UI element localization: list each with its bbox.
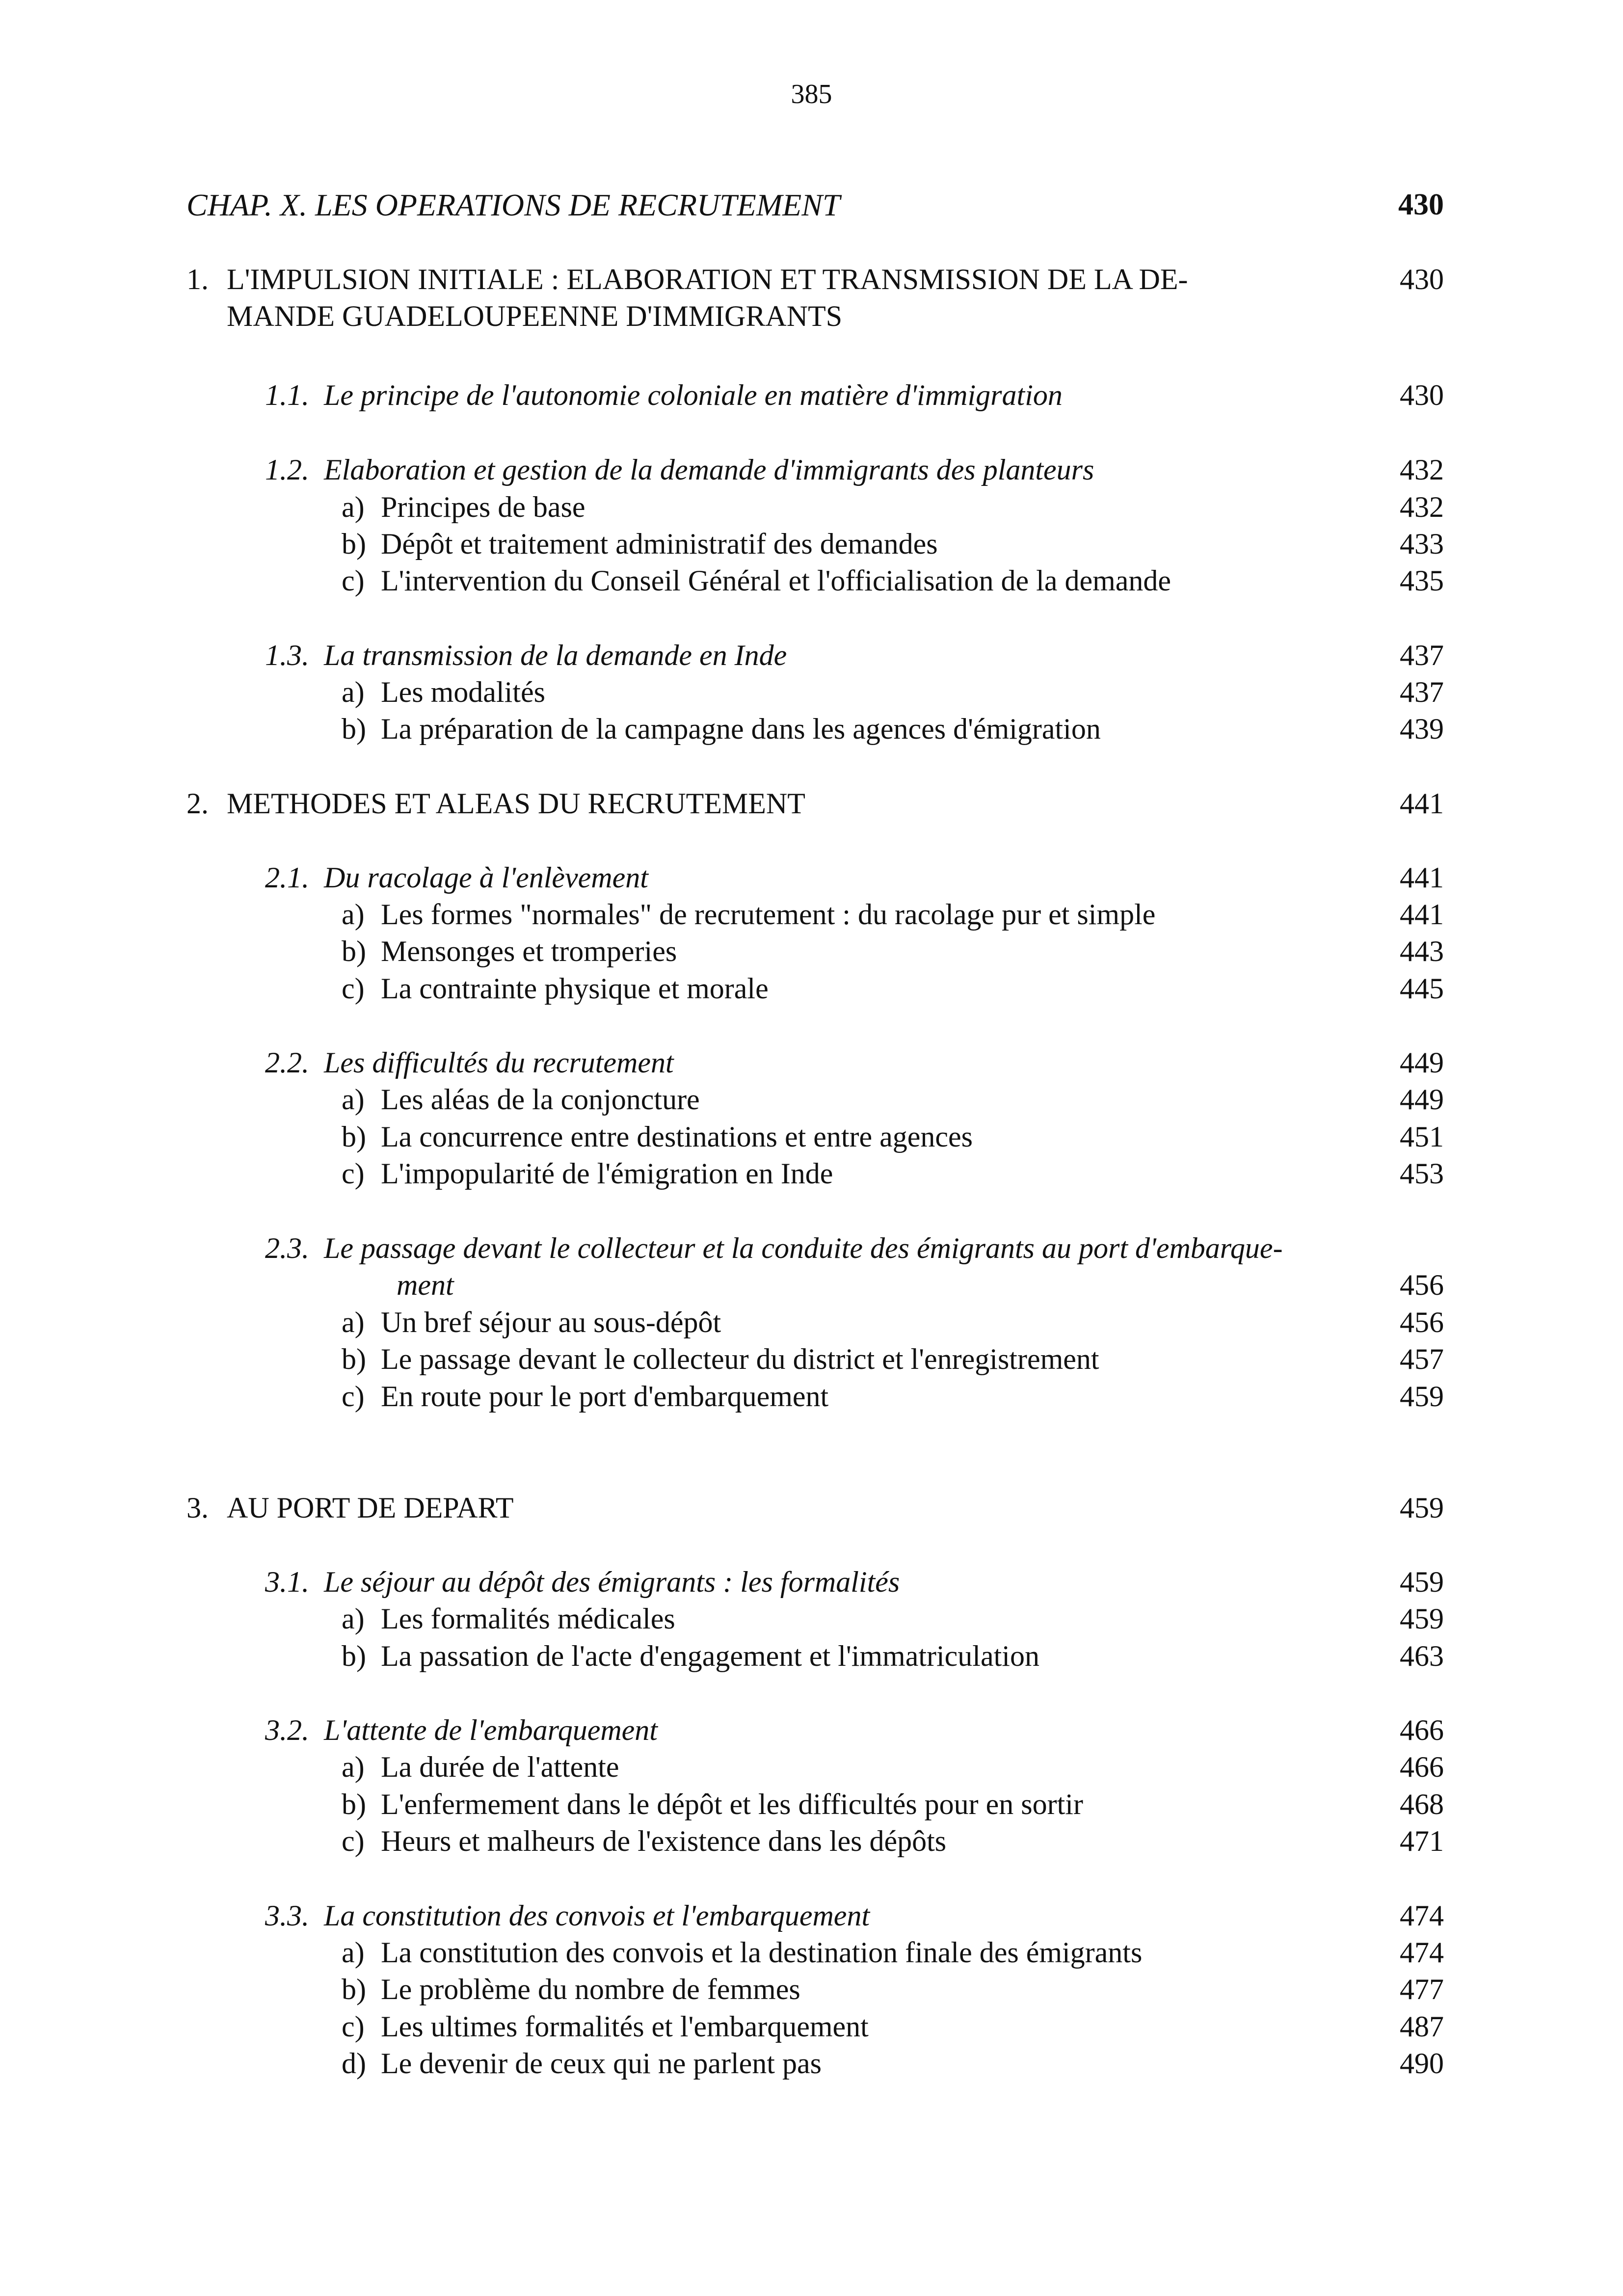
item-letter: b) — [342, 1973, 366, 2005]
item-letter: a) — [342, 1083, 365, 1116]
item-page: 463 — [1400, 1640, 1444, 1672]
subsection-title: La transmission de la demande en Inde — [324, 639, 787, 671]
subsection-number: 2.1. — [265, 861, 309, 894]
section-number: 2. — [186, 787, 209, 820]
item-title: Un bref séjour au sous-dépôt — [381, 1306, 721, 1338]
item-letter: c) — [342, 972, 365, 1005]
subsection-page: 466 — [1400, 1714, 1444, 1746]
subsection-number: 2.2. — [265, 1046, 309, 1079]
subsection-page: 456 — [1400, 1269, 1444, 1301]
item-page: 487 — [1400, 2010, 1444, 2043]
item-title: Les modalités — [381, 676, 545, 708]
item-page: 432 — [1400, 491, 1444, 523]
item-letter: c) — [342, 2010, 365, 2043]
subsection-number: 1.1. — [265, 379, 309, 411]
subsection-page: 432 — [1400, 454, 1444, 486]
item-letter: a) — [342, 1751, 365, 1783]
item-page: 443 — [1400, 935, 1444, 967]
item-letter: b) — [342, 1343, 366, 1375]
section-page: 459 — [1400, 1492, 1444, 1524]
item-page: 477 — [1400, 1973, 1444, 2005]
subsection-page: 441 — [1400, 861, 1444, 894]
item-title: Les formes "normales" de recrutement : du racolage pur et simple — [381, 898, 1156, 931]
item-letter: a) — [342, 1936, 365, 1969]
item-title: La passation de l'acte d'engagement et l'immatriculation — [381, 1640, 1039, 1672]
item-title: Mensonges et tromperies — [381, 935, 677, 967]
item-page: 466 — [1400, 1751, 1444, 1783]
subsection-number: 2.3. — [265, 1232, 309, 1264]
item-page: 435 — [1400, 564, 1444, 597]
item-page: 439 — [1400, 713, 1444, 745]
item-title: Heurs et malheurs de l'existence dans les dépôts — [381, 1825, 947, 1857]
item-title: La durée de l'attente — [381, 1751, 619, 1783]
subsection-number: 3.3. — [265, 1899, 309, 1932]
subsection-title: L'attente de l'embarquement — [324, 1714, 658, 1746]
chapter-page: 430 — [1398, 188, 1444, 221]
item-page: 456 — [1400, 1306, 1444, 1338]
item-letter: c) — [342, 1157, 365, 1190]
item-letter: c) — [342, 1825, 365, 1857]
subsection-title: Le passage devant le collecteur et la conduite des émigrants au port d'embarque- — [324, 1232, 1283, 1264]
subsection-number: 3.2. — [265, 1714, 309, 1746]
item-page: 433 — [1400, 528, 1444, 560]
item-title: Le devenir de ceux qui ne parlent pas — [381, 2047, 822, 2080]
item-title: En route pour le port d'embarquement — [381, 1380, 829, 1413]
subsection-number: 1.3. — [265, 639, 309, 671]
item-letter: a) — [342, 491, 365, 523]
item-letter: b) — [342, 1640, 366, 1672]
section-title: L'IMPULSION INITIALE : ELABORATION ET TRANSMISSION DE LA DE- — [227, 263, 1188, 295]
subsection-title: La constitution des convois et l'embarquement — [324, 1899, 870, 1932]
subsection-title: Le principe de l'autonomie coloniale en matière d'immigration — [324, 379, 1063, 411]
subsection-page: 474 — [1400, 1899, 1444, 1932]
item-page: 449 — [1400, 1083, 1444, 1116]
item-letter: b) — [342, 528, 366, 560]
item-title: L'intervention du Conseil Général et l'officialisation de la demande — [381, 564, 1171, 597]
item-letter: b) — [342, 935, 366, 967]
item-page: 451 — [1400, 1121, 1444, 1153]
item-title: Le problème du nombre de femmes — [381, 1973, 800, 2005]
item-page: 459 — [1400, 1380, 1444, 1413]
section-title-continuation: MANDE GUADELOUPEENNE D'IMMIGRANTS — [227, 300, 843, 332]
item-page: 453 — [1400, 1157, 1444, 1190]
item-title: La concurrence entre destinations et entre agences — [381, 1121, 973, 1153]
subsection-number: 3.1. — [265, 1566, 309, 1598]
item-letter: a) — [342, 676, 365, 708]
item-title: La constitution des convois et la destination finale des émigrants — [381, 1936, 1143, 1969]
subsection-title-continuation: ment — [397, 1269, 454, 1301]
item-letter: d) — [342, 2047, 366, 2080]
subsection-number: 1.2. — [265, 454, 309, 486]
subsection-title: Le séjour au dépôt des émigrants : les formalités — [324, 1566, 900, 1598]
subsection-page: 430 — [1400, 379, 1444, 411]
item-letter: a) — [342, 1602, 365, 1635]
subsection-title: Du racolage à l'enlèvement — [324, 861, 648, 894]
item-page: 474 — [1400, 1936, 1444, 1969]
section-page: 441 — [1400, 787, 1444, 820]
item-letter: b) — [342, 713, 366, 745]
subsection-page: 437 — [1400, 639, 1444, 671]
page-number: 385 — [791, 79, 832, 109]
item-title: Les ultimes formalités et l'embarquement — [381, 2010, 869, 2043]
item-title: L'enfermement dans le dépôt et les difficultés pour en sortir — [381, 1788, 1083, 1820]
section-title: AU PORT DE DEPART — [227, 1492, 514, 1524]
item-letter: a) — [342, 898, 365, 931]
item-page: 459 — [1400, 1602, 1444, 1635]
item-title: Dépôt et traitement administratif des demandes — [381, 528, 938, 560]
item-title: Les formalités médicales — [381, 1602, 675, 1635]
section-page: 430 — [1400, 263, 1444, 295]
item-letter: c) — [342, 1380, 365, 1413]
subsection-page: 449 — [1400, 1046, 1444, 1079]
item-letter: c) — [342, 564, 365, 597]
item-page: 437 — [1400, 676, 1444, 708]
item-page: 457 — [1400, 1343, 1444, 1375]
item-letter: b) — [342, 1121, 366, 1153]
item-title: La contrainte physique et morale — [381, 972, 769, 1005]
subsection-title: Elaboration et gestion de la demande d'immigrants des planteurs — [324, 454, 1094, 486]
item-title: Le passage devant le collecteur du district et l'enregistrement — [381, 1343, 1099, 1375]
item-page: 468 — [1400, 1788, 1444, 1820]
item-title: Les aléas de la conjoncture — [381, 1083, 700, 1116]
item-page: 471 — [1400, 1825, 1444, 1857]
subsection-page: 459 — [1400, 1566, 1444, 1598]
item-letter: b) — [342, 1788, 366, 1820]
item-title: La préparation de la campagne dans les agences d'émigration — [381, 713, 1101, 745]
item-page: 445 — [1400, 972, 1444, 1005]
item-letter: a) — [342, 1306, 365, 1338]
chapter-title: CHAP. X. LES OPERATIONS DE RECRUTEMENT — [186, 187, 840, 222]
subsection-title: Les difficultés du recrutement — [324, 1046, 674, 1079]
item-page: 490 — [1400, 2047, 1444, 2080]
section-title: METHODES ET ALEAS DU RECRUTEMENT — [227, 787, 805, 820]
section-number: 1. — [186, 263, 209, 295]
item-page: 441 — [1400, 898, 1444, 931]
item-title: Principes de base — [381, 491, 585, 523]
section-number: 3. — [186, 1492, 209, 1524]
item-title: L'impopularité de l'émigration en Inde — [381, 1157, 833, 1190]
